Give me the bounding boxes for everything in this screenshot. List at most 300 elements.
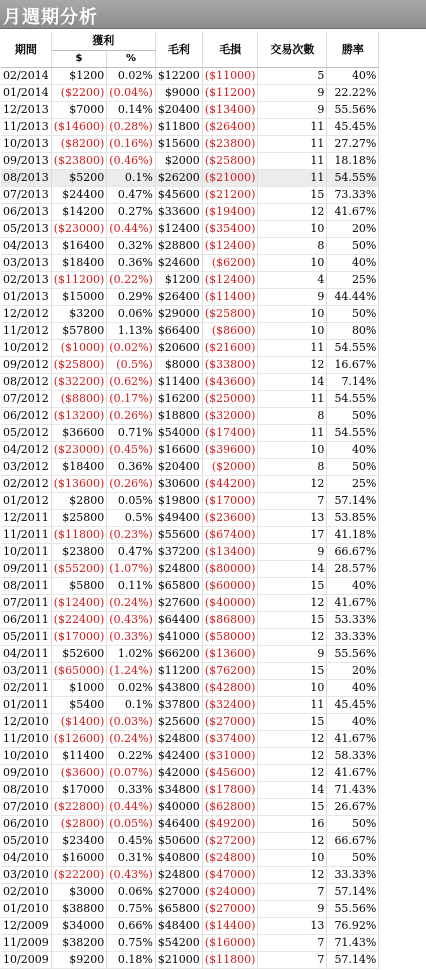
table-row[interactable] <box>1 85 379 102</box>
cell-period: 11/2009 <box>1 935 51 952</box>
cell-profit-percent: (0.02%) <box>107 340 156 357</box>
cell-gross-profit: $16600 <box>155 442 202 459</box>
cell-profit-amount: $7000 <box>51 102 107 119</box>
cell-trade-count: 5 <box>258 68 327 85</box>
table-row[interactable] <box>1 340 379 357</box>
cell-period: 10/2012 <box>1 340 51 357</box>
cell-gross-profit: $12400 <box>155 221 202 238</box>
cell-period: 01/2013 <box>1 289 51 306</box>
cell-win-rate: 50% <box>327 459 379 476</box>
cell-period: 03/2012 <box>1 459 51 476</box>
table-row[interactable] <box>1 68 379 85</box>
table-row[interactable] <box>1 612 379 629</box>
cell-profit-amount: ($23800) <box>51 153 107 170</box>
cell-period: 12/2011 <box>1 510 51 527</box>
cell-profit-percent: (0.05%) <box>107 816 156 833</box>
cell-profit-amount: ($1000) <box>51 340 107 357</box>
cell-gross-loss: ($25800) <box>202 306 258 323</box>
cell-profit-percent: 0.06% <box>107 306 156 323</box>
table-row[interactable] <box>1 374 379 391</box>
cell-trade-count: 9 <box>258 85 327 102</box>
table-row[interactable] <box>1 510 379 527</box>
cell-profit-percent: 0.14% <box>107 102 156 119</box>
table-row[interactable] <box>1 221 379 238</box>
cell-gross-loss: ($39600) <box>202 442 258 459</box>
table-row[interactable] <box>1 170 379 187</box>
cell-win-rate: 40% <box>327 442 379 459</box>
table-row[interactable] <box>1 884 379 901</box>
cell-profit-percent: 0.06% <box>107 884 156 901</box>
cell-profit-percent: (0.43%) <box>107 867 156 884</box>
cell-profit-percent: (0.24%) <box>107 595 156 612</box>
cell-gross-loss: ($21000) <box>202 170 258 187</box>
cell-gross-loss: ($17800) <box>202 782 258 799</box>
cell-win-rate: 41.67% <box>327 765 379 782</box>
cell-gross-profit: $49400 <box>155 510 202 527</box>
cell-profit-amount: ($13600) <box>51 476 107 493</box>
cell-win-rate: 45.45% <box>327 697 379 714</box>
table-row[interactable] <box>1 136 379 153</box>
cell-gross-loss: ($11000) <box>202 68 258 85</box>
table-row[interactable] <box>1 255 379 272</box>
cell-period: 03/2013 <box>1 255 51 272</box>
table-row[interactable] <box>1 629 379 646</box>
cell-profit-percent: (0.43%) <box>107 612 156 629</box>
cell-gross-profit: $28800 <box>155 238 202 255</box>
cell-profit-amount: ($17000) <box>51 629 107 646</box>
cell-profit-percent: (0.62%) <box>107 374 156 391</box>
cell-profit-amount: ($11800) <box>51 527 107 544</box>
cell-gross-loss: ($17000) <box>202 493 258 510</box>
cell-period: 03/2011 <box>1 663 51 680</box>
table-row[interactable] <box>1 527 379 544</box>
cell-gross-loss: ($11800) <box>202 952 258 969</box>
cell-profit-amount: $17000 <box>51 782 107 799</box>
table-row[interactable] <box>1 357 379 374</box>
cell-period: 07/2012 <box>1 391 51 408</box>
cell-gross-profit: $65800 <box>155 578 202 595</box>
cell-profit-amount: ($8200) <box>51 136 107 153</box>
cell-trade-count: 12 <box>258 833 327 850</box>
cell-win-rate: 80% <box>327 323 379 340</box>
cell-period: 10/2009 <box>1 952 51 969</box>
cell-profit-amount: ($22800) <box>51 799 107 816</box>
cell-period: 08/2011 <box>1 578 51 595</box>
cell-period: 07/2011 <box>1 595 51 612</box>
cell-gross-profit: $11200 <box>155 663 202 680</box>
table-row[interactable] <box>1 578 379 595</box>
cell-win-rate: 73.33% <box>327 187 379 204</box>
table-row[interactable] <box>1 442 379 459</box>
table-row[interactable] <box>1 476 379 493</box>
cell-win-rate: 41.67% <box>327 204 379 221</box>
cell-profit-amount: $16400 <box>51 238 107 255</box>
table-row[interactable] <box>1 765 379 782</box>
cell-gross-profit: $12200 <box>155 68 202 85</box>
window-title-bar <box>0 0 426 29</box>
table-row[interactable] <box>1 782 379 799</box>
cell-period: 04/2013 <box>1 238 51 255</box>
cell-trade-count: 12 <box>258 629 327 646</box>
cell-period: 02/2011 <box>1 680 51 697</box>
cell-period: 11/2010 <box>1 731 51 748</box>
table-row[interactable] <box>1 204 379 221</box>
cell-trade-count: 8 <box>258 238 327 255</box>
cell-profit-percent: 0.1% <box>107 697 156 714</box>
cell-profit-amount: $3200 <box>51 306 107 323</box>
cell-profit-amount: $14200 <box>51 204 107 221</box>
cell-profit-amount: ($11200) <box>51 272 107 289</box>
cell-profit-percent: 0.47% <box>107 187 156 204</box>
cell-win-rate: 40% <box>327 714 379 731</box>
cell-trade-count: 10 <box>258 442 327 459</box>
cell-profit-percent: (0.26%) <box>107 408 156 425</box>
cell-profit-amount: ($22200) <box>51 867 107 884</box>
cell-win-rate: 27.27% <box>327 136 379 153</box>
cell-profit-percent: 0.1% <box>107 170 156 187</box>
cell-win-rate: 16.67% <box>327 357 379 374</box>
cell-profit-percent: 0.75% <box>107 935 156 952</box>
cell-profit-percent: (0.16%) <box>107 136 156 153</box>
cell-gross-loss: ($21200) <box>202 187 258 204</box>
cell-gross-profit: $19800 <box>155 493 202 510</box>
cell-profit-percent: (0.28%) <box>107 119 156 136</box>
table-row[interactable] <box>1 187 379 204</box>
cell-gross-profit: $65800 <box>155 901 202 918</box>
cell-gross-profit: $24800 <box>155 731 202 748</box>
cell-profit-amount: $57800 <box>51 323 107 340</box>
cell-period: 10/2010 <box>1 748 51 765</box>
cell-gross-loss: ($21600) <box>202 340 258 357</box>
cell-gross-profit: $2000 <box>155 153 202 170</box>
cell-profit-percent: 0.29% <box>107 289 156 306</box>
cell-gross-loss: ($86800) <box>202 612 258 629</box>
cell-win-rate: 25% <box>327 476 379 493</box>
cell-period: 02/2012 <box>1 476 51 493</box>
cell-win-rate: 53.33% <box>327 612 379 629</box>
cell-profit-amount: $5800 <box>51 578 107 595</box>
cell-gross-loss: ($24800) <box>202 850 258 867</box>
table-row[interactable] <box>1 391 379 408</box>
cell-period: 12/2012 <box>1 306 51 323</box>
cell-profit-percent: 0.18% <box>107 952 156 969</box>
cell-profit-percent: (1.07%) <box>107 561 156 578</box>
cell-profit-percent: 0.05% <box>107 493 156 510</box>
cell-gross-loss: ($43600) <box>202 374 258 391</box>
cell-profit-percent: (1.24%) <box>107 663 156 680</box>
table-row[interactable] <box>1 748 379 765</box>
cell-trade-count: 15 <box>258 799 327 816</box>
cell-gross-profit: $26200 <box>155 170 202 187</box>
cell-win-rate: 20% <box>327 663 379 680</box>
cell-trade-count: 16 <box>258 816 327 833</box>
cell-win-rate: 33.33% <box>327 629 379 646</box>
cell-win-rate: 50% <box>327 408 379 425</box>
cell-gross-loss: ($31000) <box>202 748 258 765</box>
cell-win-rate: 54.55% <box>327 425 379 442</box>
table-row[interactable] <box>1 272 379 289</box>
cell-trade-count: 14 <box>258 782 327 799</box>
table-row[interactable] <box>1 952 379 969</box>
cell-gross-profit: $24800 <box>155 867 202 884</box>
cell-profit-percent: (0.33%) <box>107 629 156 646</box>
cell-profit-percent: 0.31% <box>107 850 156 867</box>
cell-gross-loss: ($13400) <box>202 544 258 561</box>
cell-period: 06/2010 <box>1 816 51 833</box>
cell-profit-percent: 0.71% <box>107 425 156 442</box>
cell-profit-amount: ($32200) <box>51 374 107 391</box>
cell-gross-profit: $33600 <box>155 204 202 221</box>
table-row[interactable] <box>1 408 379 425</box>
cell-profit-percent: (0.5%) <box>107 357 156 374</box>
cell-period: 06/2013 <box>1 204 51 221</box>
cell-trade-count: 11 <box>258 119 327 136</box>
table-body <box>1 68 379 969</box>
cell-gross-loss: ($42800) <box>202 680 258 697</box>
cell-trade-count: 12 <box>258 867 327 884</box>
cell-trade-count: 11 <box>258 136 327 153</box>
cell-trade-count: 12 <box>258 357 327 374</box>
table-row[interactable] <box>1 646 379 663</box>
cell-gross-profit: $64400 <box>155 612 202 629</box>
cell-profit-amount: $18400 <box>51 255 107 272</box>
cell-gross-loss: ($27200) <box>202 833 258 850</box>
cell-win-rate: 20% <box>327 221 379 238</box>
cell-gross-profit: $29000 <box>155 306 202 323</box>
cell-profit-amount: ($13200) <box>51 408 107 425</box>
cell-gross-profit: $54200 <box>155 935 202 952</box>
cell-trade-count: 11 <box>258 391 327 408</box>
cell-trade-count: 14 <box>258 374 327 391</box>
cell-win-rate: 28.57% <box>327 561 379 578</box>
cell-profit-amount: $5400 <box>51 697 107 714</box>
cell-gross-loss: ($14400) <box>202 918 258 935</box>
cell-profit-amount: ($55200) <box>51 561 107 578</box>
cell-trade-count: 13 <box>258 918 327 935</box>
cell-period: 09/2012 <box>1 357 51 374</box>
cell-gross-loss: ($23600) <box>202 510 258 527</box>
cell-trade-count: 10 <box>258 680 327 697</box>
header-profit-amount[interactable]: $ <box>51 51 107 68</box>
cell-period: 02/2013 <box>1 272 51 289</box>
cell-trade-count: 7 <box>258 952 327 969</box>
cell-period: 07/2013 <box>1 187 51 204</box>
cell-gross-loss: ($25000) <box>202 391 258 408</box>
cell-profit-percent: (0.07%) <box>107 765 156 782</box>
cell-gross-loss: ($27000) <box>202 714 258 731</box>
cell-trade-count: 12 <box>258 595 327 612</box>
cell-profit-percent: 0.11% <box>107 578 156 595</box>
table-row[interactable] <box>1 323 379 340</box>
cell-gross-loss: ($6200) <box>202 255 258 272</box>
header-period[interactable]: 期間 <box>1 32 51 68</box>
cell-gross-loss: ($8600) <box>202 323 258 340</box>
cell-trade-count: 7 <box>258 493 327 510</box>
header-win-rate[interactable]: 勝率 <box>327 32 379 68</box>
cell-gross-loss: ($37400) <box>202 731 258 748</box>
cell-trade-count: 12 <box>258 204 327 221</box>
cell-gross-loss: ($58000) <box>202 629 258 646</box>
cell-gross-profit: $66200 <box>155 646 202 663</box>
cell-profit-percent: (0.04%) <box>107 85 156 102</box>
cell-gross-loss: ($13600) <box>202 646 258 663</box>
cell-trade-count: 11 <box>258 340 327 357</box>
cell-trade-count: 10 <box>258 850 327 867</box>
cell-gross-profit: $27600 <box>155 595 202 612</box>
cell-trade-count: 12 <box>258 476 327 493</box>
cell-profit-percent: 0.27% <box>107 204 156 221</box>
cell-profit-amount: ($8800) <box>51 391 107 408</box>
table-row[interactable] <box>1 238 379 255</box>
cell-trade-count: 12 <box>258 731 327 748</box>
cell-gross-profit: $1200 <box>155 272 202 289</box>
cell-trade-count: 11 <box>258 170 327 187</box>
cell-profit-percent: 0.02% <box>107 68 156 85</box>
cell-gross-profit: $66400 <box>155 323 202 340</box>
cell-profit-percent: 0.33% <box>107 782 156 799</box>
cell-gross-profit: $48400 <box>155 918 202 935</box>
cell-win-rate: 53.85% <box>327 510 379 527</box>
cell-profit-amount: ($14600) <box>51 119 107 136</box>
cell-profit-amount: ($12600) <box>51 731 107 748</box>
table-row[interactable] <box>1 714 379 731</box>
cell-trade-count: 15 <box>258 187 327 204</box>
cell-gross-loss: ($2000) <box>202 459 258 476</box>
cell-win-rate: 71.43% <box>327 935 379 952</box>
cell-win-rate: 54.55% <box>327 340 379 357</box>
table-row[interactable] <box>1 918 379 935</box>
table-row[interactable] <box>1 731 379 748</box>
cell-win-rate: 25% <box>327 272 379 289</box>
table-row[interactable] <box>1 680 379 697</box>
cell-win-rate: 54.55% <box>327 170 379 187</box>
cell-profit-amount: $16000 <box>51 850 107 867</box>
cell-gross-loss: ($25800) <box>202 153 258 170</box>
cell-period: 06/2011 <box>1 612 51 629</box>
cell-win-rate: 41.67% <box>327 595 379 612</box>
table-row[interactable] <box>1 119 379 136</box>
cell-trade-count: 15 <box>258 612 327 629</box>
cell-profit-percent: 0.36% <box>107 459 156 476</box>
table-row[interactable] <box>1 102 379 119</box>
header-profit-percent[interactable]: % <box>107 51 156 68</box>
cell-gross-profit: $11400 <box>155 374 202 391</box>
cell-profit-percent: 0.45% <box>107 833 156 850</box>
cell-gross-profit: $46400 <box>155 816 202 833</box>
table-row[interactable] <box>1 595 379 612</box>
table-row[interactable] <box>1 867 379 884</box>
cell-profit-amount: $36600 <box>51 425 107 442</box>
cell-period: 04/2012 <box>1 442 51 459</box>
cell-win-rate: 40% <box>327 255 379 272</box>
cell-gross-loss: ($49200) <box>202 816 258 833</box>
cell-win-rate: 54.55% <box>327 391 379 408</box>
cell-period: 09/2011 <box>1 561 51 578</box>
cell-trade-count: 8 <box>258 408 327 425</box>
cell-gross-loss: ($60000) <box>202 578 258 595</box>
cell-win-rate: 40% <box>327 68 379 85</box>
header-profit[interactable]: 獲利 <box>51 32 155 51</box>
cell-profit-amount: $2800 <box>51 493 107 510</box>
cell-trade-count: 17 <box>258 527 327 544</box>
cell-trade-count: 15 <box>258 714 327 731</box>
cell-profit-amount: $9200 <box>51 952 107 969</box>
cell-gross-profit: $40800 <box>155 850 202 867</box>
table-row[interactable] <box>1 561 379 578</box>
table-row[interactable] <box>1 153 379 170</box>
table-row[interactable] <box>1 459 379 476</box>
cell-win-rate: 33.33% <box>327 867 379 884</box>
cell-win-rate: 40% <box>327 578 379 595</box>
cell-gross-profit: $11800 <box>155 119 202 136</box>
cell-period: 08/2010 <box>1 782 51 799</box>
header-gross-loss[interactable]: 毛損 <box>202 32 258 68</box>
table-row[interactable] <box>1 850 379 867</box>
cell-win-rate: 26.67% <box>327 799 379 816</box>
cell-gross-profit: $9000 <box>155 85 202 102</box>
cell-profit-percent: (0.24%) <box>107 731 156 748</box>
cell-profit-amount: ($2800) <box>51 816 107 833</box>
cell-profit-amount: $18400 <box>51 459 107 476</box>
cell-gross-profit: $15600 <box>155 136 202 153</box>
cell-profit-percent: (0.17%) <box>107 391 156 408</box>
table-row[interactable] <box>1 289 379 306</box>
table-row[interactable] <box>1 425 379 442</box>
cell-win-rate: 22.22% <box>327 85 379 102</box>
cell-win-rate: 18.18% <box>327 153 379 170</box>
header-trade-count[interactable]: 交易次數 <box>258 32 327 68</box>
table-row[interactable] <box>1 901 379 918</box>
cell-gross-profit: $37200 <box>155 544 202 561</box>
report-title: 月週期分析 <box>3 7 98 28</box>
cell-period: 05/2011 <box>1 629 51 646</box>
table-row[interactable] <box>1 833 379 850</box>
cell-trade-count: 10 <box>258 221 327 238</box>
cell-gross-loss: ($47000) <box>202 867 258 884</box>
table-row[interactable] <box>1 493 379 510</box>
cell-period: 01/2011 <box>1 697 51 714</box>
table-row[interactable] <box>1 663 379 680</box>
header-gross-profit[interactable]: 毛利 <box>155 32 202 68</box>
cell-period: 12/2010 <box>1 714 51 731</box>
cell-gross-loss: ($23800) <box>202 136 258 153</box>
table-row[interactable] <box>1 544 379 561</box>
cell-period: 01/2014 <box>1 85 51 102</box>
cell-profit-amount: ($3600) <box>51 765 107 782</box>
cell-trade-count: 9 <box>258 646 327 663</box>
table-row[interactable] <box>1 935 379 952</box>
cell-trade-count: 11 <box>258 697 327 714</box>
cell-period: 05/2010 <box>1 833 51 850</box>
cell-trade-count: 13 <box>258 510 327 527</box>
table-row[interactable] <box>1 306 379 323</box>
cell-gross-profit: $20600 <box>155 340 202 357</box>
cell-gross-profit: $24800 <box>155 561 202 578</box>
table-row[interactable] <box>1 799 379 816</box>
cell-gross-loss: ($11400) <box>202 289 258 306</box>
cell-gross-profit: $16200 <box>155 391 202 408</box>
table-row[interactable] <box>1 697 379 714</box>
cell-trade-count: 9 <box>258 544 327 561</box>
cell-gross-profit: $43800 <box>155 680 202 697</box>
cell-gross-profit: $20400 <box>155 459 202 476</box>
table-row[interactable] <box>1 816 379 833</box>
cell-gross-loss: ($45600) <box>202 765 258 782</box>
cell-period: 08/2012 <box>1 374 51 391</box>
cell-gross-profit: $18800 <box>155 408 202 425</box>
cell-gross-profit: $8000 <box>155 357 202 374</box>
cell-gross-loss: ($32400) <box>202 697 258 714</box>
